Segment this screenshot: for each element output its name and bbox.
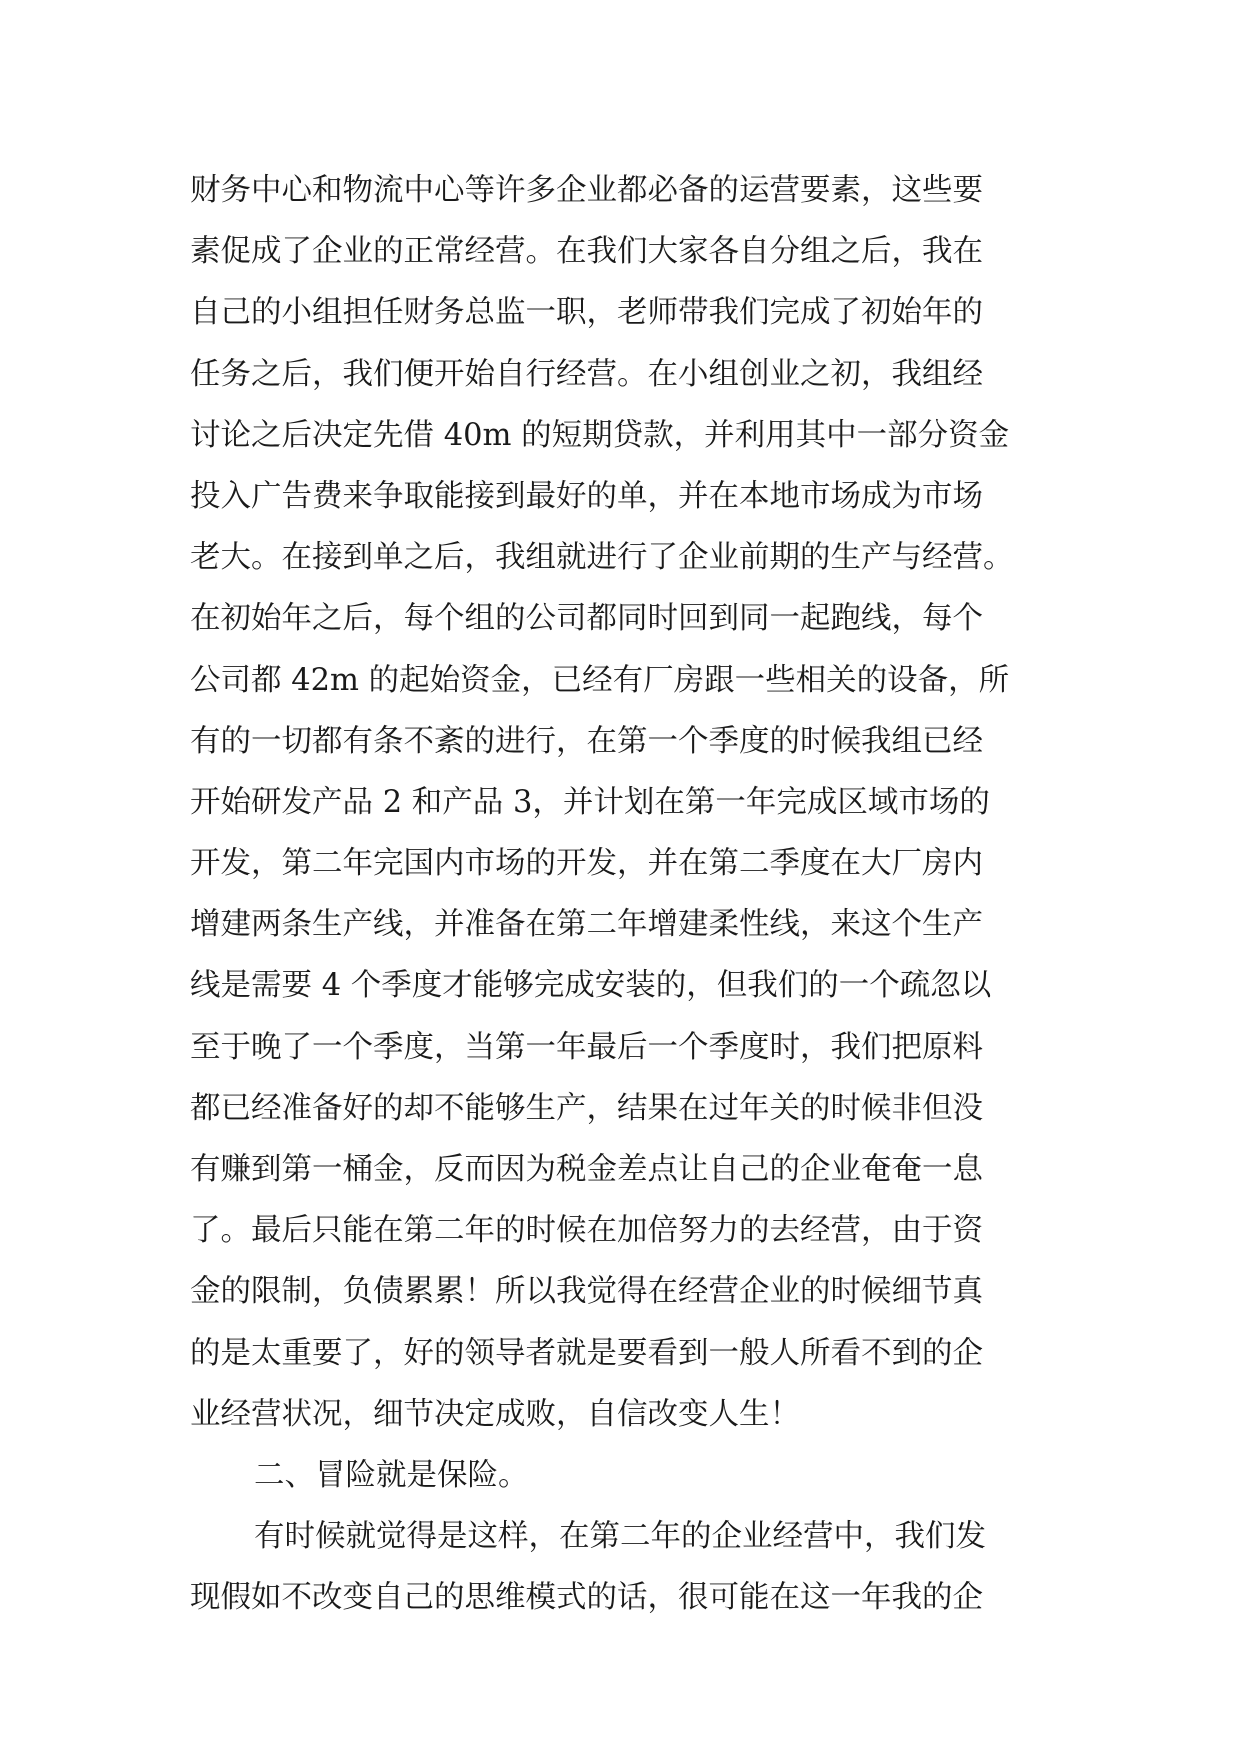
- text-line: 现假如不改变自己的思维模式的话，很可能在这一年我的企: [190, 1580, 983, 1616]
- text-line: 至于晚了一个季度，当第一年最后一个季度时，我们把原料: [190, 1029, 983, 1065]
- text-line: 增建两条生产线，并准备在第二年增建柔性线，来这个生产: [190, 907, 983, 943]
- text-line: 开发，第二年完国内市场的开发，并在第二季度在大厂房内: [190, 846, 983, 882]
- text-line: 投入广告费来争取能接到最好的单，并在本地市场成为市场: [190, 478, 983, 514]
- text-line: 财务中心和物流中心等许多企业都必备的运营要素，这些要: [190, 173, 983, 208]
- text-line: 业经营状况，细节决定成败，自信改变人生！: [190, 1396, 800, 1432]
- text-line: 老大。在接到单之后，我组就进行了企业前期的生产与经营。: [190, 540, 1014, 576]
- text-line: 都已经准备好的却不能够生产，结果在过年关的时候非但没: [190, 1090, 983, 1126]
- text-line: 开始研发产品 2 和产品 3，并计划在第一年完成区域市场的: [190, 784, 990, 820]
- text-line: 任务之后，我们便开始自行经营。在小组创业之初，我组经: [190, 356, 983, 392]
- text-line: 有赚到第一桶金，反而因为税金差点让自己的企业奄奄一息: [190, 1152, 983, 1187]
- text-line: 自己的小组担任财务总监一职，老师带我们完成了初始年的: [190, 295, 983, 331]
- text-line: 了。最后只能在第二年的时候在加倍努力的去经营，由于资: [190, 1213, 983, 1249]
- text-line: 公司都 42m 的起始资金，已经有厂房跟一些相关的设备，所: [190, 662, 1010, 698]
- section-heading: 二、冒险就是保险。: [254, 1457, 529, 1493]
- text-line: 线是需要 4 个季度才能够完成安装的，但我们的一个疏忽以: [190, 968, 992, 1004]
- paragraph-start-line: 有时候就觉得是这样，在第二年的企业经营中，我们发: [254, 1519, 986, 1555]
- text-line: 金的限制，负债累累！所以我觉得在经营企业的时候细节真: [190, 1274, 983, 1310]
- text-line: 在初始年之后，每个组的公司都同时回到同一起跑线，每个: [190, 601, 983, 637]
- text-line: 有的一切都有条不紊的进行，在第一个季度的时候我组已经: [190, 723, 983, 759]
- text-line: 的是太重要了，好的领导者就是要看到一般人所看不到的企: [190, 1335, 983, 1371]
- text-line: 讨论之后决定先借 40m 的短期贷款，并利用其中一部分资金: [190, 417, 1010, 453]
- body-text: [190, 160, 1070, 1629]
- text-line: 素促成了企业的正常经营。在我们大家各自分组之后，我在: [190, 234, 983, 270]
